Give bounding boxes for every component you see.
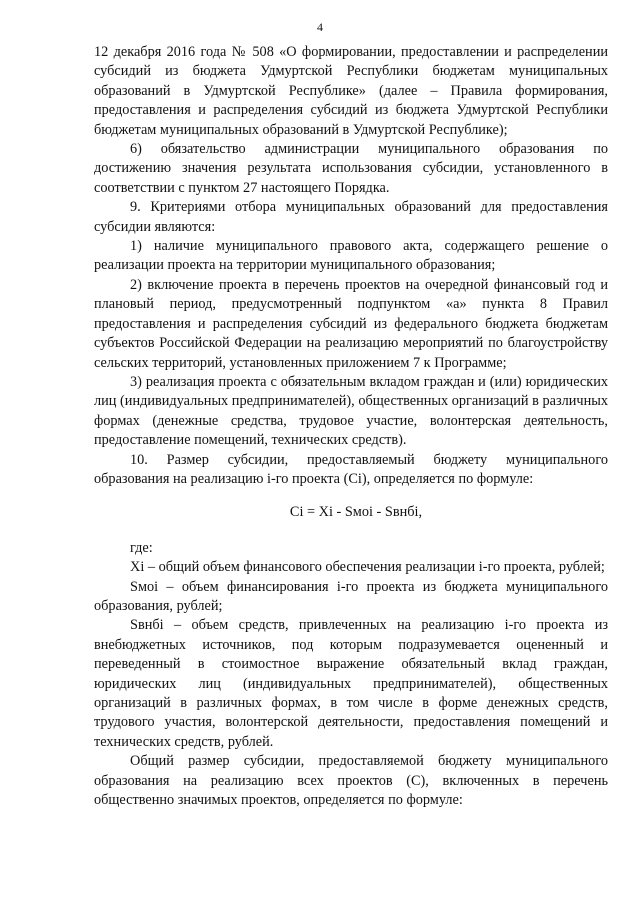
formula-where-label: где: (130, 539, 153, 556)
paragraph-section-9: 9. Критериями отбора муниципальных образований для предоставления субсидии являются: (94, 199, 608, 235)
paragraph-total-subsidy: Общий размер субсидии, предоставляемой бюджету муниципального образования на реализацию всех проектов (C), включенных в перечень общественно значимых проектов, определяется по формуле: (94, 753, 608, 809)
definition-svnbi: Sвнбi – объем средств, привлеченных на реализацию i-го проекта из внебюджетных источников, под которым подразумевается оцененный и переведенный в стоимостное выражение обязательный вклад граждан, юридических лиц (индивидуальных предпринимателей), общественных организаций в различных формах, в том числе в форме денежных средств, трудового участия, волонтерской деятельности, предоставления помещений и технических средств, рублей. (94, 617, 608, 750)
definition-xi: Xi – общий объем финансового обеспечения реализации i-го проекта, рублей; (130, 559, 605, 576)
paragraph-criterion-1: 1) наличие муниципального правового акта, содержащего решение о реализации проекта на территории муниципального образования; (94, 238, 608, 274)
page-number: 4 (317, 20, 323, 34)
paragraph-item-6: 6) обязательство администрации муниципального образования по достижению значения результата использования субсидии, установленного в соответствии с пунктом 27 настоящего Порядка. (94, 141, 608, 196)
paragraph-section-10: 10. Размер субсидии, предоставляемый бюджету муниципального образования на реализацию i-го проекта (Ci), определяется по формуле: (94, 451, 608, 487)
document-body (94, 43, 608, 810)
paragraph-criterion-2: 2) включение проекта в перечень проектов на очередной финансовый год и плановый период, предусмотренный подпунктом «а» пункта 8 Правил предоставления и распределения субсидий из федерального бюджета бюджетам субъектов Российской Федерации на реализацию мероприятий по благоустройству сельских территорий, установленных приложением 7 к Программе; (94, 276, 608, 371)
formula-ci: Ci = Xi - Sмоi - Sвнбi, (289, 504, 423, 521)
paragraph-rules-reference: 12 декабря 2016 года № 508 «О формировании, предоставлении и распределении субсидий из бюджета Удмуртской Республики бюджетам муниципальных образований в Удмуртской Республике» (далее – Правила формирования, предоставления и распределения субсидий из бюджета Удмуртской Республики бюджетам муниципальных образований в Удмуртской Республике); (94, 44, 608, 138)
definition-smoi: Sмоi – объем финансирования i-го проекта из бюджета муниципального образования, рублей; (94, 578, 608, 614)
paragraph-criterion-3: 3) реализация проекта с обязательным вкладом граждан и (или) юридических лиц (индивидуальных предпринимателей), общественных организаций в различных формах (денежные средства, трудовое участие, волонтерская деятельность, предоставление помещений, технических средств). (94, 373, 608, 449)
